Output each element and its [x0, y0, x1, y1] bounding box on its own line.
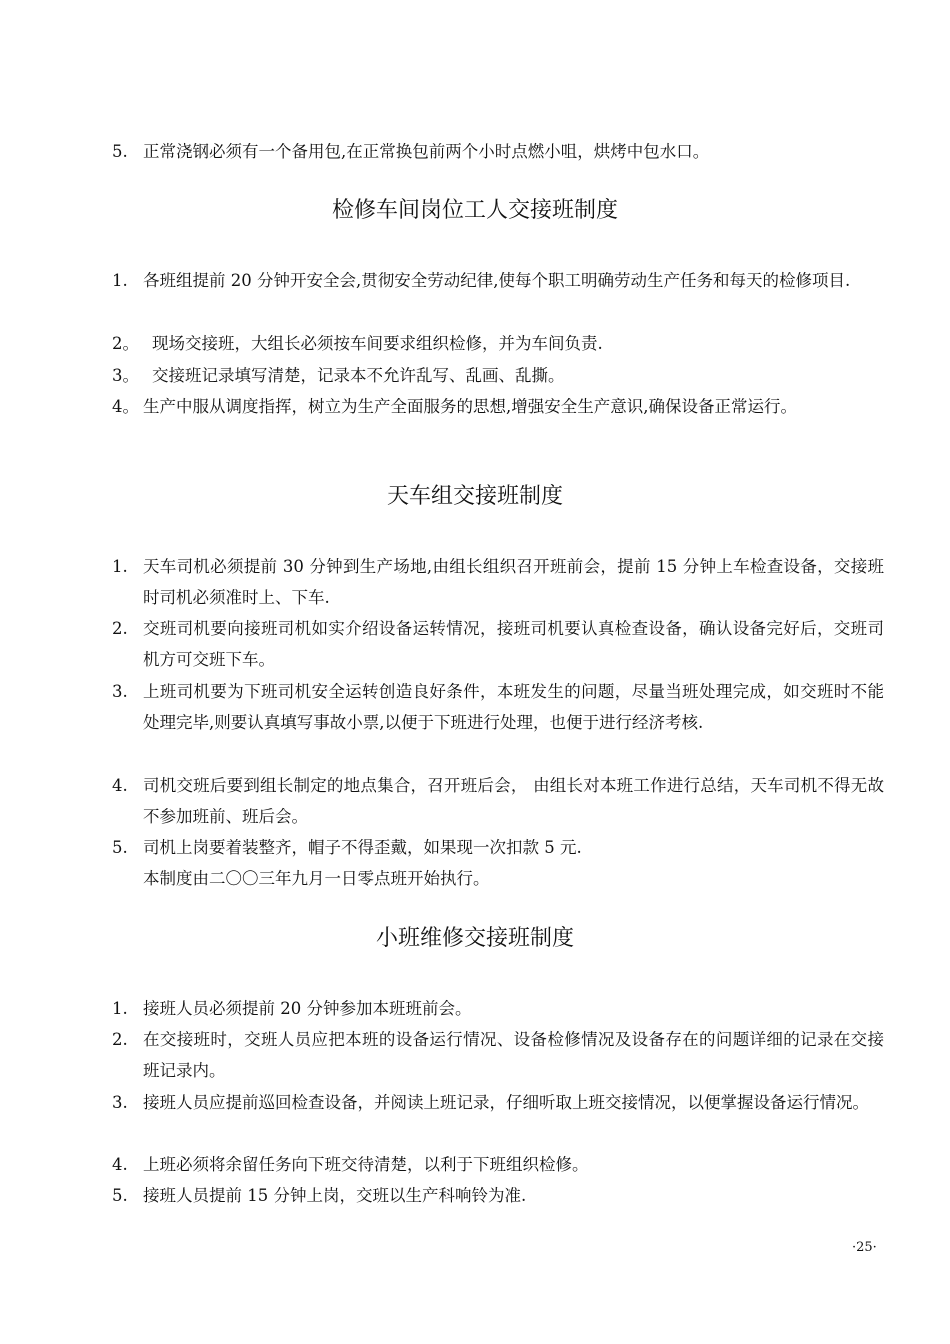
item-text: 现场交接班，大组长必须按车间要求组织检修，并为车间负责. — [152, 334, 603, 353]
item-text: 接班人员应提前巡回检查设备，并阅读上班记录，仔细听取上班交接情况，以便掌握设备运行情况。 — [143, 1093, 869, 1112]
item-number: 2。 — [112, 334, 139, 353]
item-text: 上班司机要为下班司机安全运转创造良好条件，本班发生的问题，尽量当班处理完成，如交班时不能处理完毕,则要认真填写事故小票,以便于下班进行处理，也便于进行经济考核. — [143, 682, 884, 732]
list-item — [112, 676, 884, 738]
section-title-crane-group: 天车组交接班制度 — [386, 484, 563, 509]
list-item — [112, 1087, 884, 1118]
item-number: 3。 — [112, 366, 139, 385]
item-number: 4. — [112, 1155, 128, 1174]
item-number: 2. — [112, 619, 128, 638]
list-item — [112, 993, 884, 1024]
list-item — [112, 832, 884, 863]
effective-date-note: 本制度由二〇〇三年九月一日零点班开始执行。 — [143, 869, 490, 888]
list-item — [112, 1149, 884, 1180]
item-number: 4. — [112, 776, 128, 795]
item-text: 上班必须将余留任务向下班交待清楚，以利于下班组织检修。 — [143, 1155, 589, 1174]
list-item — [112, 551, 884, 613]
list-item — [112, 1180, 884, 1211]
item-text: 交接班记录填写清楚，记录本不允许乱写、乱画、乱撕。 — [152, 366, 565, 385]
item-number: 4。 — [112, 397, 139, 416]
item-text: 在交接班时，交班人员应把本班的设备运行情况、设备检修情况及设备存在的问题详细的记录在交接班记录内。 — [143, 1030, 884, 1080]
intro-item — [112, 136, 884, 167]
item-number: 1. — [112, 999, 128, 1018]
item-text: 天车司机必须提前 30 分钟到生产场地,由组长组织召开班前会，提前 15 分钟上车检查设备，交接班时司机必须准时上、下车. — [143, 557, 884, 607]
item-number: 3. — [112, 682, 128, 701]
item-text: 交班司机要向接班司机如实介绍设备运转情况，接班司机要认真检查设备，确认设备完好后，交班司机方可交班下车。 — [143, 619, 884, 669]
section-title-maintenance-workshop: 检修车间岗位工人交接班制度 — [331, 198, 618, 223]
section-title-shift-maintenance: 小班维修交接班制度 — [375, 926, 574, 951]
item-number: 5. — [112, 142, 128, 161]
list-item — [112, 613, 884, 675]
item-number: 1. — [112, 557, 128, 576]
list-item — [112, 328, 884, 359]
list-item — [112, 1024, 884, 1086]
item-number: 3. — [112, 1093, 128, 1112]
item-text: 生产中服从调度指挥，树立为生产全面服务的思想,增强安全生产意识,确保设备正常运行。 — [143, 397, 797, 416]
item-text: 司机交班后要到组长制定的地点集合，召开班后会， 由组长对本班工作进行总结，天车司机不得无故不参加班前、班后会。 — [143, 776, 884, 826]
item-text: 各班组提前 20 分钟开安全会,贯彻安全劳动纪律,使每个职工明确劳动生产任务和每天的检修项目. — [143, 271, 851, 290]
list-item — [112, 360, 884, 391]
item-number: 2. — [112, 1030, 128, 1049]
item-number: 1. — [112, 271, 128, 290]
item-number: 5. — [112, 838, 128, 857]
page-number: ·25· — [852, 1240, 877, 1255]
item-text: 接班人员必须提前 20 分钟参加本班班前会。 — [143, 999, 472, 1018]
item-text: 司机上岗要着装整齐，帽子不得歪戴，如果现一次扣款 5 元. — [143, 838, 582, 857]
item-number: 5. — [112, 1186, 128, 1205]
list-item — [112, 391, 884, 422]
list-item — [112, 770, 884, 832]
item-text: 正常浇钢必须有一个备用包,在正常换包前两个小时点燃小咀，烘烤中包水口。 — [143, 142, 710, 161]
item-text: 接班人员提前 15 分钟上岗，交班以生产科响铃为准. — [143, 1186, 527, 1205]
list-item — [112, 265, 884, 296]
